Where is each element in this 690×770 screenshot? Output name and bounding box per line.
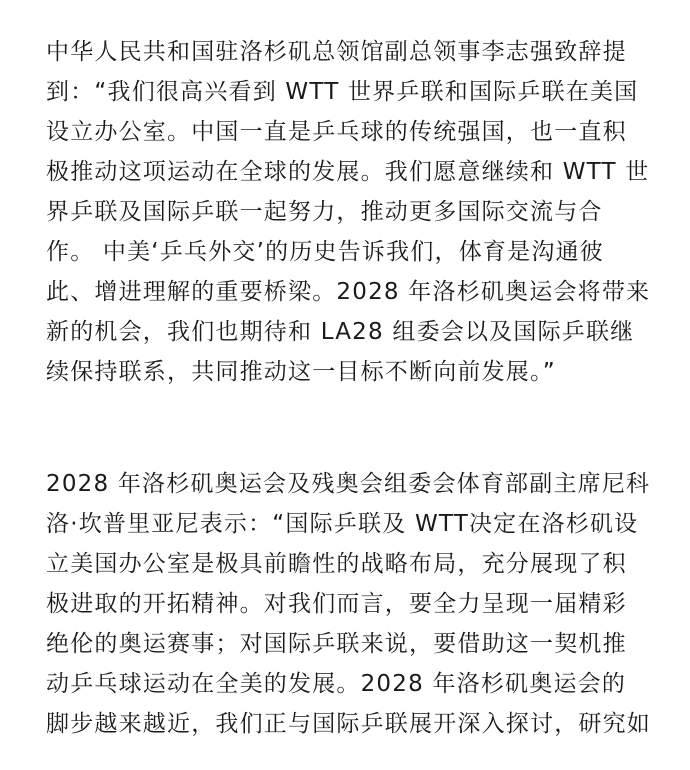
text-line: 中华人民共和国驻洛杉矶总领馆副总领事李志强致辞提 bbox=[46, 39, 627, 65]
text-line: 2028 年洛杉矶奥运会及残奥会组委会体育部副主席尼科 bbox=[46, 471, 651, 497]
text-line: 脚步越来越近，我们正与国际乒联展开深入探讨，研究如 bbox=[46, 711, 651, 737]
text-line: 洛·坎普里亚尼表示：“国际乒联及 WTT决定在洛杉矶设 bbox=[46, 511, 639, 537]
text-line: 到：“我们很高兴看到 WTT 世界乒联和国际乒联在美国 bbox=[46, 79, 639, 105]
text-line: 极推动这项运动在全球的发展。我们愿意继续和 WTT 世 bbox=[46, 159, 650, 185]
text-line: 作。 中美‘乒乓外交’的历史告诉我们，体育是沟通彼 bbox=[46, 239, 604, 265]
text-line: 立美国办公室是极具前瞻性的战略布局，充分展现了积 bbox=[46, 551, 627, 577]
text-line: 动乒乓球运动在全美的发展。2028 年洛杉矶奥运会的 bbox=[46, 671, 627, 697]
text-line: 界乒联及国际乒联一起努力，推动更多国际交流与合 bbox=[46, 199, 603, 225]
text-line: 设立办公室。中国一直是乒乓球的传统强国，也一直积 bbox=[46, 119, 627, 145]
text-line: 续保持联系，共同推动这一目标不断向前发展。” bbox=[46, 359, 556, 385]
text-line: 此、增进理解的重要桥梁。2028 年洛杉矶奥运会将带来 bbox=[46, 279, 651, 305]
paragraph-la28-quote bbox=[46, 464, 666, 744]
paragraph-consul-quote bbox=[46, 32, 666, 392]
text-line: 极进取的开拓精神。对我们而言，要全力呈现一届精彩 bbox=[46, 591, 627, 617]
text-line: 新的机会，我们也期待和 LA28 组委会以及国际乒联继 bbox=[46, 319, 635, 345]
text-line: 绝伦的奥运赛事；对国际乒联来说，要借助这一契机推 bbox=[46, 631, 627, 657]
